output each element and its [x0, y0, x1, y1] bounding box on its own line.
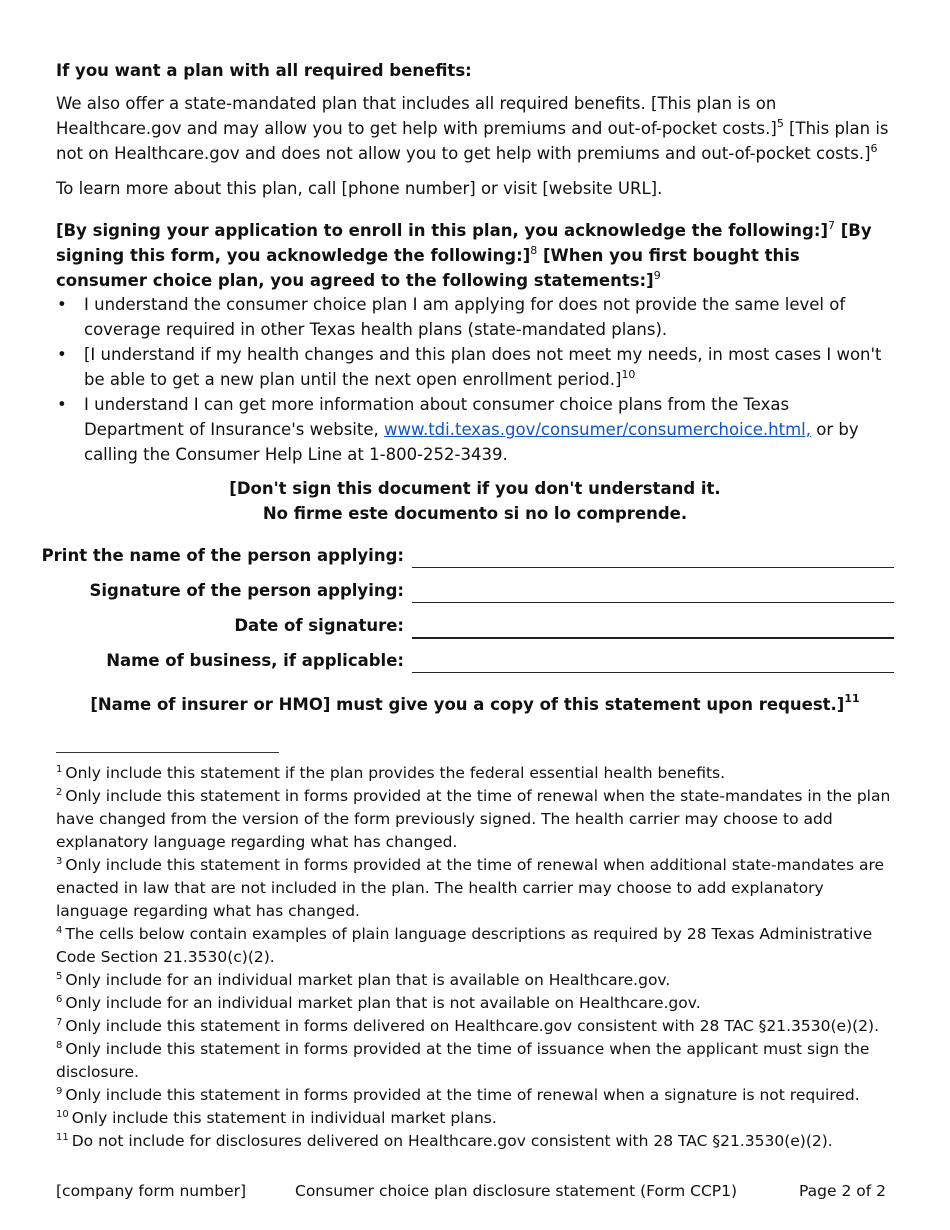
- footnote-ref-10: 10: [621, 368, 636, 381]
- acknowledgement-list: [56, 292, 894, 467]
- footnote-ref-6: 6: [870, 142, 878, 155]
- business-name-label: Name of business, if applicable:: [106, 651, 404, 670]
- footnote: [56, 923, 894, 969]
- list-item: [56, 292, 894, 342]
- footnote-text: Only include this statement if the plan provides the federal essential health benefits.: [65, 764, 726, 782]
- warning-spanish: No firme este documento si no lo comprende.: [262, 504, 688, 523]
- footnote-number: 5: [56, 971, 63, 982]
- applicant-signature-field[interactable]: [412, 602, 894, 603]
- section-heading: If you want a plan with all required benefits:: [56, 61, 472, 80]
- footnote-text: Only include for an individual market plan that is not available on Healthcare.gov.: [65, 994, 701, 1012]
- footnote-ref-11: 11: [844, 692, 860, 705]
- footnote: [56, 1038, 894, 1084]
- footnote-text: Only include this statement in forms provided at the time of renewal when the state-mandates in the plan have changed from the version of the form previously signed. The health carrier may choose to add explanatory language regarding what has changed.: [56, 787, 891, 851]
- footnote-number: 9: [56, 1086, 63, 1097]
- footnote-text: Only include this statement in forms provided at the time of renewal when a signature is not required.: [65, 1086, 860, 1104]
- para1-text-b: [This plan is not on Healthcare.gov and does not allow you to get help with premiums and out-of-pocket costs.]: [56, 119, 889, 163]
- footnote-number: 10: [56, 1109, 69, 1120]
- footnote: [56, 969, 894, 992]
- footer-document-title: Consumer choice plan disclosure statement (Form CCP1): [295, 1182, 738, 1200]
- footnotes: [56, 762, 894, 1153]
- signature-date-field[interactable]: [412, 637, 894, 639]
- footnote-ref-5: 5: [776, 117, 784, 130]
- footnote-text: Do not include for disclosures delivered on Healthcare.gov consistent with 28 TAC §21.3530(e)(2).: [71, 1132, 833, 1150]
- footnote-ref-9: 9: [653, 269, 661, 282]
- list-item: [56, 342, 894, 392]
- footnote-number: 3: [56, 856, 63, 867]
- footnote-number: 7: [56, 1017, 63, 1028]
- copy-statement-text: [Name of insurer or HMO] must give you a copy of this statement upon request.]: [90, 695, 845, 714]
- footnote-number: 11: [56, 1132, 69, 1143]
- ack-text-b: [By signing this form, you acknowledge the following:]: [56, 221, 872, 265]
- ack-text-a: [By signing your application to enroll in this plan, you acknowledge the following:]: [56, 221, 829, 240]
- applicant-name-label: Print the name of the person applying:: [41, 546, 404, 565]
- bullet-3-text-pre: I understand I can get more information about consumer choice plans from the Texas Department of Insurance's website,: [84, 395, 790, 439]
- bullet-2-text: [I understand if my health changes and this plan does not meet my needs, in most cases I won't be able to get a new plan until the next open enrollment period.]: [84, 345, 882, 389]
- footnote-number: 2: [56, 787, 63, 798]
- footnote-text: The cells below contain examples of plain language descriptions as required by 28 Texas Administrative Code Section 21.3530(c)(2).: [56, 925, 873, 966]
- footnote-divider: [56, 752, 279, 753]
- footer-form-number: [company form number]: [56, 1182, 247, 1200]
- signing-warning: [56, 476, 894, 526]
- list-item: [56, 392, 894, 467]
- applicant-signature-row: [56, 578, 894, 604]
- footnote: [56, 854, 894, 923]
- footnote: [56, 1107, 894, 1130]
- state-mandated-plan-paragraph: [56, 91, 894, 166]
- footnote: [56, 785, 894, 854]
- footnote: [56, 1130, 894, 1153]
- bullet-3-text-post: or by calling the Consumer Help Line at 1-800-252-3439.: [84, 420, 859, 464]
- bullet-1-text: I understand the consumer choice plan I am applying for does not provide the same level of coverage required in other Texas health plans (state-mandated plans).: [84, 295, 846, 339]
- warning-english: [Don't sign this document if you don't understand it.: [229, 479, 721, 498]
- footnote-text: Only include for an individual market plan that is available on Healthcare.gov.: [65, 971, 671, 989]
- footnote-text: Only include this statement in forms provided at the time of renewal when additional state-mandates are enacted in law that are not included in the plan. The health carrier may choose to add explanatory language regarding what has changed.: [56, 856, 885, 920]
- footnote-text: Only include this statement in individual market plans.: [71, 1109, 497, 1127]
- footnote-ref-8: 8: [530, 244, 538, 257]
- business-name-row: [56, 648, 894, 674]
- applicant-signature-label: Signature of the person applying:: [89, 581, 404, 600]
- footnote: [56, 1015, 894, 1038]
- acknowledgement-heading: [56, 218, 894, 293]
- learn-more-paragraph: To learn more about this plan, call [phone number] or visit [website URL].: [56, 179, 663, 198]
- footnote-number: 1: [56, 764, 63, 775]
- footnote-number: 8: [56, 1040, 63, 1051]
- tdi-website-link[interactable]: www.tdi.texas.gov/consumer/consumerchoice.html,: [383, 420, 811, 439]
- footnote: [56, 1084, 894, 1107]
- ack-text-c: [When you first bought this consumer choice plan, you agreed to the following statements:]: [56, 246, 800, 290]
- footnote-text: Only include this statement in forms provided at the time of issuance when the applicant must sign the disclosure.: [56, 1040, 870, 1081]
- footnote-ref-7: 7: [828, 219, 836, 232]
- footnote-number: 4: [56, 925, 63, 936]
- para1-text-a: We also offer a state-mandated plan that includes all required benefits. [This plan is on Healthcare.gov and may allow you to get help with premiums and out-of-pocket costs.]: [56, 94, 777, 138]
- business-name-field[interactable]: [412, 672, 894, 673]
- signature-date-label: Date of signature:: [234, 616, 404, 635]
- copy-statement: [56, 692, 894, 717]
- footnote-text: Only include this statement in forms delivered on Healthcare.gov consistent with 28 TAC §21.3530(e)(2).: [65, 1017, 880, 1035]
- signature-date-row: [56, 613, 894, 639]
- footnote-number: 6: [56, 994, 63, 1005]
- footer-page-number: Page 2 of 2: [799, 1182, 886, 1200]
- footnote: [56, 992, 894, 1015]
- applicant-name-row: [41, 543, 894, 569]
- applicant-name-field[interactable]: [412, 567, 894, 568]
- footnote: [56, 762, 894, 785]
